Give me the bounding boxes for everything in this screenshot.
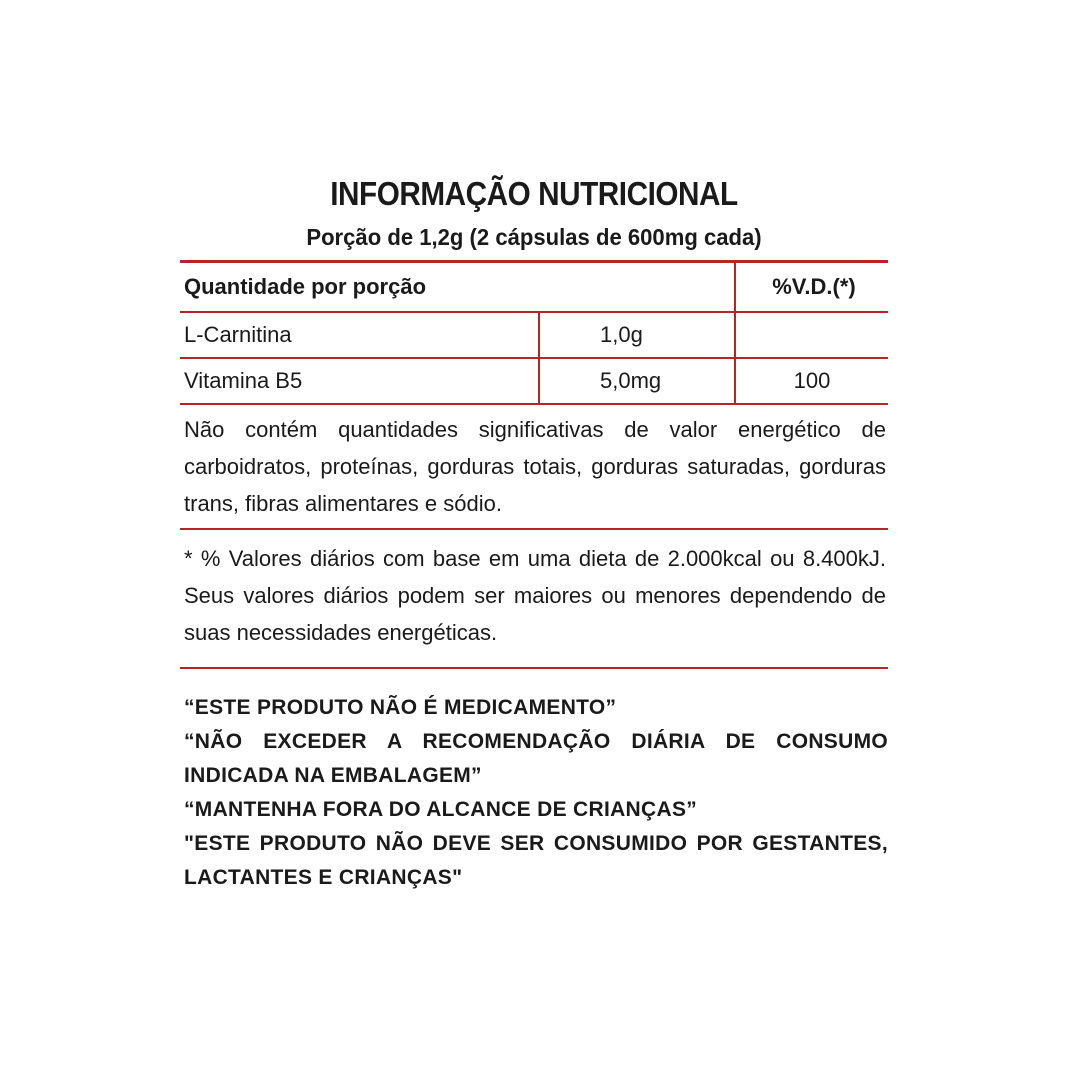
nutrition-label [180, 168, 888, 895]
nutrient-daily-value [735, 312, 888, 358]
table-row [180, 312, 888, 358]
warnings-block [180, 691, 888, 895]
serving-size: Porção de 1,2g (2 cápsulas de 600mg cada) [306, 224, 762, 250]
table-header-row [180, 263, 888, 312]
nutrition-table [180, 263, 888, 405]
warning-line: “ESTE PRODUTO NÃO É MEDICAMENTO” [184, 696, 617, 719]
header-daily-value: %V.D.(*) [735, 263, 888, 312]
nutrient-daily-value: 100 [735, 358, 888, 404]
nutrient-amount: 5,0mg [539, 358, 735, 404]
label-title: INFORMAÇÃO NUTRICIONAL [330, 175, 738, 212]
header-quantity: Quantidade por porção [180, 263, 735, 312]
nutrient-name: L-Carnitina [180, 312, 539, 358]
warning-line: "ESTE PRODUTO NÃO DEVE SER CONSUMIDO POR GESTANTES, LACTANTES E CRIANÇAS" [184, 832, 888, 889]
nutrient-name: Vitamina B5 [180, 358, 539, 404]
warning-line: “NÃO EXCEDER A RECOMENDAÇÃO DIÁRIA DE CONSUMO INDICADA NA EMBALAGEM” [184, 730, 888, 787]
daily-values-note: * % Valores diários com base em uma dieta de 2.000kcal ou 8.400kJ. Seus valores diários podem ser maiores ou menores dependendo de suas necessidades energéticas. [184, 546, 886, 645]
bottom-divider [180, 667, 888, 669]
warning-line: “MANTENHA FORA DO ALCANCE DE CRIANÇAS” [184, 798, 698, 821]
not-significant-text: Não contém quantidades significativas de valor energético de carboidratos, proteínas, gorduras totais, gorduras saturadas, gorduras trans, fibras alimentares e sódio. [184, 417, 886, 516]
table-row [180, 358, 888, 404]
nutrient-amount: 1,0g [539, 312, 735, 358]
